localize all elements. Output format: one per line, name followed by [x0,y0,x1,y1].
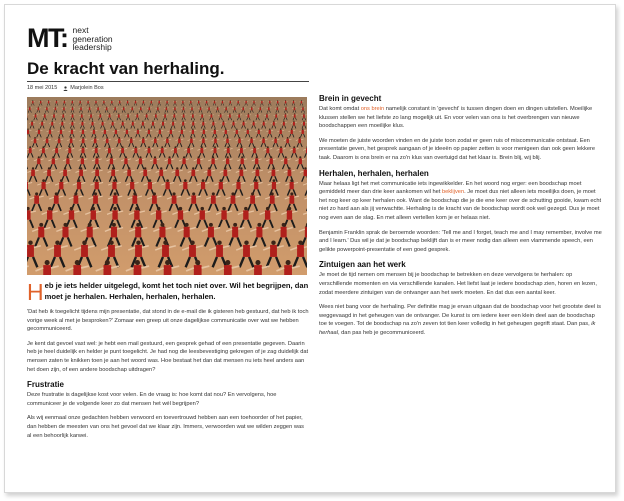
text-run: . Je moet dus niet alleen iets moeilijks doen, je moet het nog keer op keer herhalen ook. Want de boodschap die je die ene keer over de schutting gooide, kwam echt niet zo hard aan als jij verwachtte. Herhaling is de kracht van de boodschap wordt ook wel gezegd. Dus je moet nog even aan de slag. En met alleen vertellen kom je er helaas niet. [319,189,602,221]
heading-zintuigen: Zintuigen aan het werk [319,260,406,270]
logo[interactable] [27,25,113,52]
text-run: namelijk constant in 'gevecht' is tussen dingen doen en dingen uitstellen. Moeilijke klussen stellen we het liefste zo lang mogelijk uit. En voor velen van ons is het overbrengen van nieuwe boodschappen een moeilijke klus. [319,106,593,130]
heading-frustratie: Frustratie [27,380,64,390]
text-run: Maar helaas ligt het met communicatie iets ingewikkelder. En het woord nog erger: een boodschap moet gemiddeld meer dan drie keer aankomen wil het [319,180,582,196]
article-date: 18 mei 2015 [27,85,58,91]
text-run: Wees niet bang voor de herhaling. Per definitie mag je ervan uitgaan dat de boodschap voor het grootste deel is weggevaagd in het geheugen van de ontvanger. De kunst is om iedere keer een klein deel aan de boodschap toe te voegen. Tot de boodschap na zo'n zeven tot tien keer volledig in het geheugen gegrift staat. Dan pas, [319,304,601,328]
text-run: , dan pas heb je gecommuniceerd. [337,329,426,336]
article-meta [27,85,104,91]
logo-line-3: leadership [72,42,112,52]
text-run: Dat komt omdat [319,106,361,112]
paragraph: Benjamin Franklin sprak de beroemde woorden: 'Tell me and I forget, teach me and I may remember, involve me and I learn.' Dus wil je dat je boodschap beklijft dan is er meer nodig dan alleen een vlammende speech, een gelikte powerpoint-presentatie of een goed gesprek. [319,229,602,253]
paragraph [319,180,603,223]
paragraph [319,303,603,337]
logo-mark: MT: [27,23,68,53]
author-name: Marjolein Bos [70,85,104,91]
paragraph: Als wij eenmaal onze gedachten hebben verwoord en toevertrouwd hebben aan een toehoorder of het papier, dan hebben de meesten van ons het gevoel dat we klaar zijn. Immers, verwoorden wat we wilden zeggen was al een behoorlijk karwei. [27,415,304,439]
hero-photo [27,97,307,275]
article-title: De kracht van herhaling. [27,59,225,78]
link-beklijven[interactable]: beklijven [441,189,465,196]
heading-brein: Brein in gevecht [319,94,382,103]
lead-text: eb je iets helder uitgelegd, komt het toch niet over. Wil het begrijpen, dan moet je herhalen. Herhalen, herhalen, herhalen. [44,281,309,301]
paragraph: Je moet de tijd nemen om mensen bij je boodschap te betrekken en deze vervolgens te herhalen: op verschillende momenten en via verschillende kanalen. Het liefst laat je iedere boodschap zien, horen en lezen, zodat meerdere zintuigen van de ontvanger aan het werk moeten. En dat dus een aantal keer. [319,272,597,296]
left-column [27,281,309,446]
article-page [4,4,616,493]
article-lead [27,279,309,305]
article-author[interactable] [63,85,103,91]
emphasis: ik herhaal [319,321,596,336]
logo-line-1: next [72,25,89,35]
paragraph [319,105,603,131]
paragraph: Deze frustratie is dagelijkse kost voor velen. En de vraag is: hoe komt dat nou? En vervolgens, hoe communiceer je de volgende keer zo dat mensen het wél begrijpen? [27,392,277,407]
title-divider [27,81,309,82]
logo-line-2: generation [72,33,113,44]
link-ons-brein[interactable]: ons brein [360,106,385,112]
lead-dropcap: H [27,279,44,305]
right-column [319,93,603,343]
paragraph: We moeten de juiste woorden vinden en de juiste toon zodat er geen ruis of miscommunicatie ontstaat. Een presentatie geven, het gesprek aangaan of je ideeën op papier zetten is voor menigeen dan ook geen lekkere taak. Daarom is ons brein er na zo'n klus van overtuigd dat het klaar is. Brein blij, wij blij. [319,137,596,161]
paragraph: Je kent dat gevoel vast wel: je hebt een mail gestuurd, een gesprek gehad of een presentatie gegeven. Daarin heb je heel duidelijk en helder je punt toegelicht. Je had nog die leesbevestiging gekregen of je zag duidelijk dat mensen zaten te knikken toen je aan het woord was. Hoe bestaat het dan dat mensen nu iets heel anders aan het doen zijn, of een andere boodschap uitdragen? [27,340,309,373]
user-icon [63,86,68,91]
heading-herhalen: Herhalen, herhalen, herhalen [319,168,429,178]
logo-tagline [72,26,112,52]
paragraph: 'Dat heb ik toegelicht tijdens mijn presentatie, dat stond in de e-mail die ik gisteren heb gestuurd, dat heb ik toch vorige week al met je besproken?' Zomaar een greep uit onze dagelijkse communicatie over wat we hebben gecommuniceerd. [27,309,309,333]
